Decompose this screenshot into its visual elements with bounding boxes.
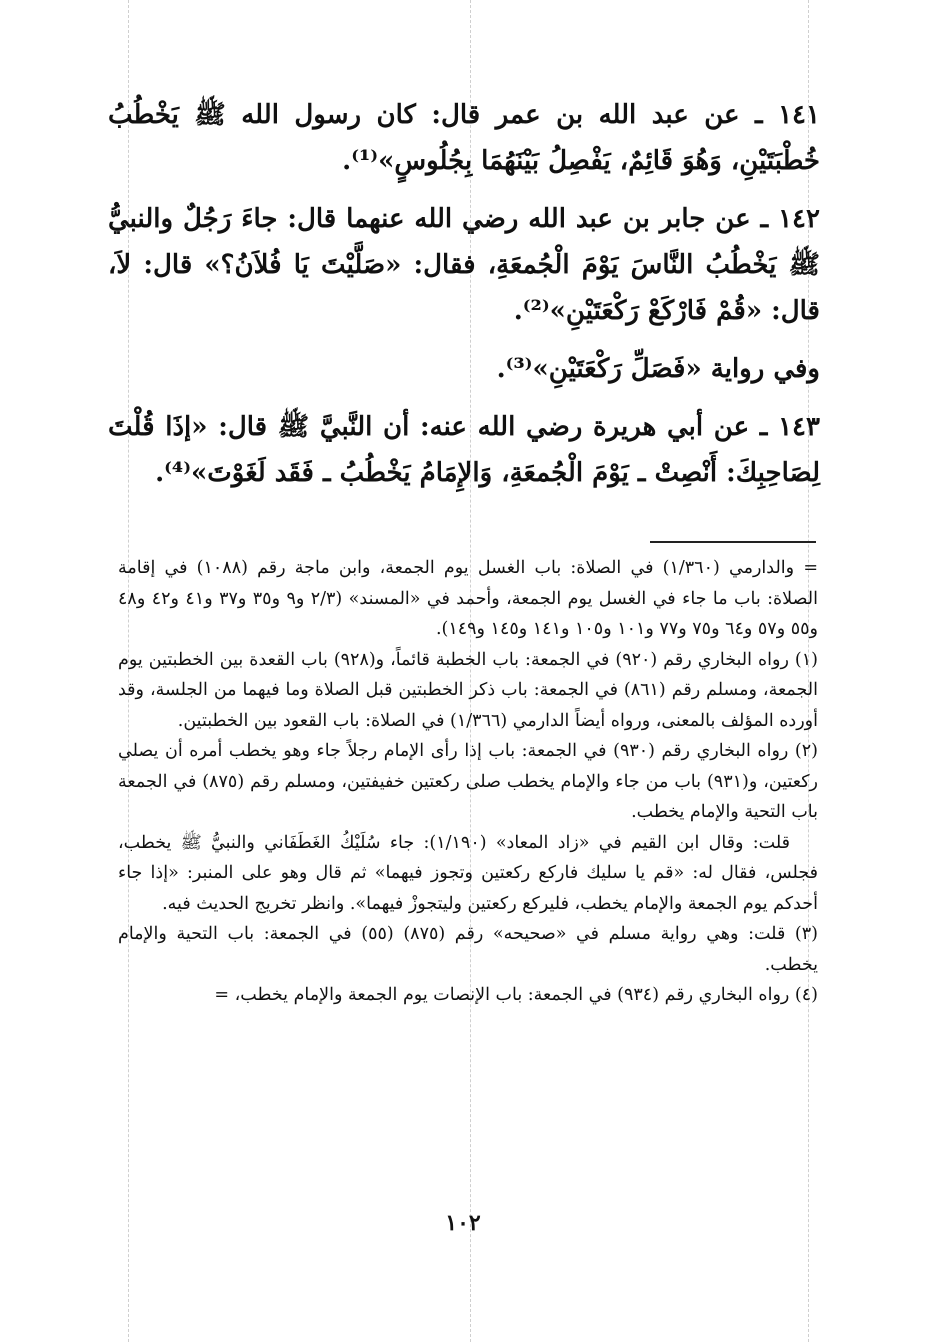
footnote-continuation: = والدارمي (١/٣٦٠) في الصلاة: باب الغسل يوم الجمعة، وابن ماجة رقم (١٠٨٨) في إقامة الصلاة: باب ما جاء في الغسل يوم الجمعة، وأحمد في «المسند» (٢/٣ و٩ و٣٥ و٣٧ و٤١ و٤٢ و٤٨ و٥٥ و٥٧ و٦٤ و٧٥ و٧٧ و١٠١ و١٠٥ و١٤١ و١٤٥ و١٤٩).: [118, 558, 818, 639]
footnotes: [118, 553, 818, 1011]
footnote-2-comment: قلت: وقال ابن القيم في «زاد المعاد» (١/١٩٠): جاء سُلَيْكُ الغَطَفَاني والنبيُّ ﷺ يخطب، فجلس، فقال له: «قم يا سليك فاركع ركعتين وتجوز فيهما» ثم قال وهو على المنبر: «إذا جاء أحدكم يوم الجمعة والإمام يخطب، فليركع ركعتين وليتجوزْ فيهما». وانظر تخريج الحديث فيه.: [118, 832, 818, 914]
hadith-142-variant: وفي رواية «فَصَلِّ رَكْعَتَيْنِ»⁽³⁾.: [496, 354, 820, 384]
footnote-2: (٢) رواه البخاري رقم (٩٣٠) في الجمعة: باب إذا رأى الإمام رجلاً جاء وهو يخطب أمره أن يصلي ركعتين، و(٩٣١) باب من جاء والإمام يخطب صلى ركعتين خفيفتين، ومسلم رقم (٨٧٥) في الجمعة باب التحية والإمام يخطب.: [118, 741, 818, 822]
hadith-142: ١٤٢ ـ عن جابر بن عبد الله رضي الله عنهما قال: جاءَ رَجُلٌ والنبيُّ ﷺ يَخْطُبُ النَّاسَ يَوْمَ الْجُمعَةِ، فقال: «صَلَّيْتَ يَا فُلاَنُ؟» قال: لاَ، قال: «قُمْ فَارْكَعْ رَكْعَتَيْنِ»⁽²⁾.: [108, 204, 820, 326]
page-number: ١٠٢: [445, 1210, 481, 1236]
footnote-3: (٣) قلت: وهي رواية مسلم في «صحيحه» رقم (٨٧٥) (٥٥) في الجمعة: باب التحية والإمام يخطب.: [118, 924, 818, 975]
main-text: [108, 92, 820, 508]
hadith-143: ١٤٣ ـ عن أبي هريرة رضي الله عنه: أن النَّبيَّ ﷺ قال: «إذَا قُلْتَ لِصَاحِبِكَ: أَنْصِتْ ـ يَوْمَ الْجُمعَةِ، وَالإِمَامُ يَخْطُبُ ـ فَقَد لَغَوْتَ»⁽⁴⁾.: [108, 412, 820, 488]
footnote-4: (٤) رواه البخاري رقم (٩٣٤) في الجمعة: باب الإنصات يوم الجمعة والإمام يخطب، =: [214, 985, 818, 1005]
footnote-separator: [650, 541, 816, 543]
footnote-1: (١) رواه البخاري رقم (٩٢٠) في الجمعة: باب الخطبة قائماً، و(٩٢٨) باب القعدة بين الخطبتين يوم الجمعة، ومسلم رقم (٨٦١) في الجمعة: باب ذكر الخطبتين قبل الصلاة وما فيهما من الجلسة، وقد أورده المؤلف بالمعنى، ورواه أيضاً الدارمي (١/٣٦٦) في الصلاة: باب القعود بين الخطبتين.: [118, 649, 818, 731]
hadith-141: ١٤١ ـ عن عبد الله بن عمر قال: كان رسول الله ﷺ يَخْطُبُ خُطْبَتَيْنِ، وَهُوَ قَائِمٌ، يَفْصِلُ بَيْنَهُمَا بِجُلُوسٍ»⁽¹⁾.: [108, 100, 820, 176]
